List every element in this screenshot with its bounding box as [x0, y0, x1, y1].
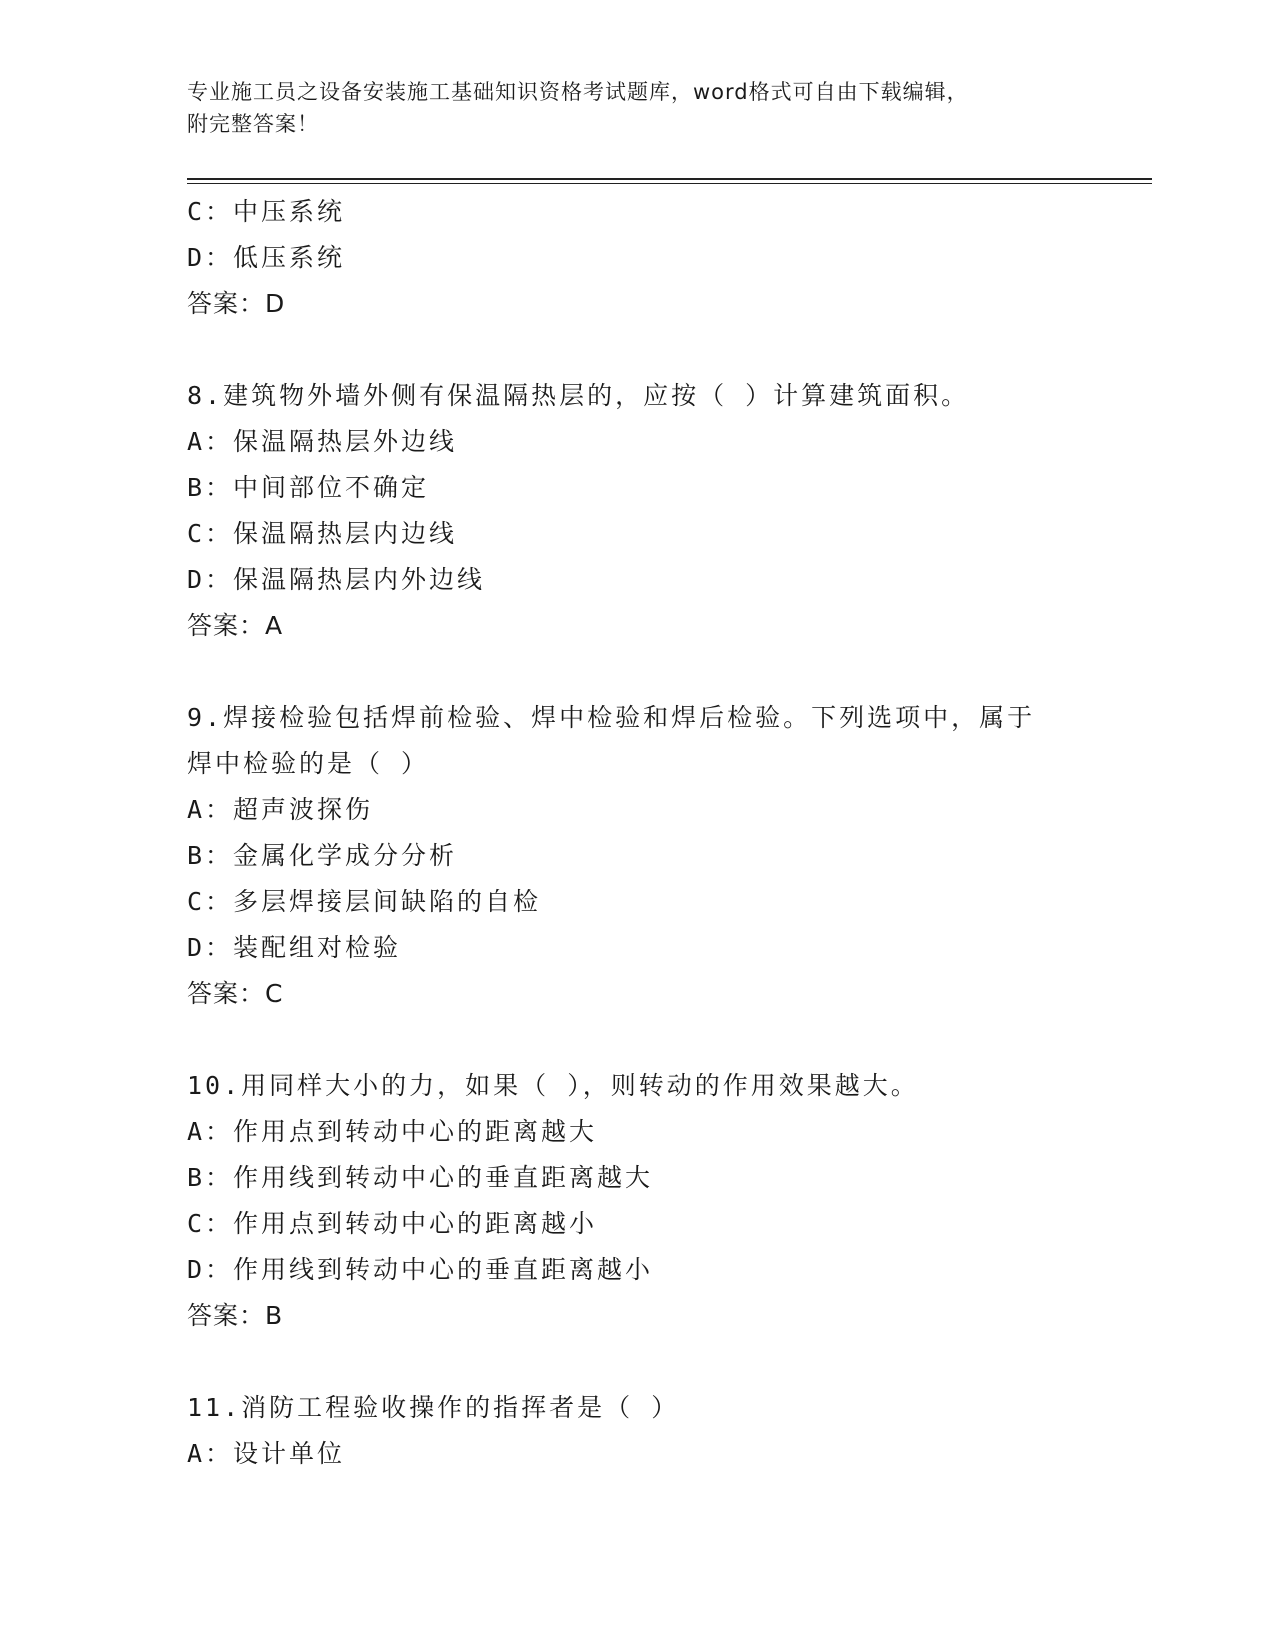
- question-11: [187, 1385, 1087, 1477]
- option-b: B：中间部位不确定: [187, 473, 430, 502]
- question-stem: 11.消防工程验收操作的指挥者是（ ）: [187, 1393, 680, 1422]
- option-c: C：保温隔热层内边线: [187, 519, 458, 548]
- header-rule-thin: [187, 183, 1152, 184]
- question-stem-line-2: 焊中检验的是（ ）: [187, 749, 430, 778]
- option-d: D：低压系统: [187, 243, 346, 272]
- question-8: [187, 373, 1087, 649]
- question-9: [187, 695, 1087, 1017]
- option-a: A：设计单位: [187, 1439, 346, 1468]
- option-d: D：装配组对检验: [187, 933, 402, 962]
- question-list: [187, 189, 1087, 1477]
- option-a: A：保温隔热层外边线: [187, 427, 458, 456]
- answer-line: 答案：A: [187, 611, 284, 640]
- option-c: C：中压系统: [187, 197, 346, 226]
- question-stem: 10.用同样大小的力，如果（ ），则转动的作用效果越大。: [187, 1071, 919, 1100]
- previous-question-tail: [187, 189, 1087, 327]
- header-line-2: 附完整答案！: [187, 112, 319, 136]
- question-10: [187, 1063, 1087, 1339]
- option-b: B：作用线到转动中心的垂直距离越大: [187, 1163, 654, 1192]
- header-rule-thick: [187, 178, 1152, 180]
- option-c: C：作用点到转动中心的距离越小: [187, 1209, 598, 1238]
- page-header: [187, 76, 1087, 140]
- spacer: [187, 1017, 1087, 1063]
- spacer: [187, 649, 1087, 695]
- answer-line: 答案：D: [187, 289, 286, 318]
- option-a: A：超声波探伤: [187, 795, 374, 824]
- header-line-1: 专业施工员之设备安装施工基础知识资格考试题库，word格式可自由下载编辑，: [187, 80, 969, 104]
- option-b: B：金属化学成分分析: [187, 841, 458, 870]
- question-stem: 8.建筑物外墙外侧有保温隔热层的，应按（ ）计算建筑面积。: [187, 381, 970, 410]
- spacer: [187, 1339, 1087, 1385]
- question-stem-line-1: 9.焊接检验包括焊前检验、焊中检验和焊后检验。下列选项中，属于: [187, 703, 1036, 732]
- spacer: [187, 327, 1087, 373]
- option-a: A：作用点到转动中心的距离越大: [187, 1117, 598, 1146]
- option-c: C：多层焊接层间缺陷的自检: [187, 887, 542, 916]
- option-d: D：作用线到转动中心的垂直距离越小: [187, 1255, 654, 1284]
- answer-line: 答案：B: [187, 1301, 284, 1330]
- answer-line: 答案：C: [187, 979, 284, 1008]
- option-d: D：保温隔热层内外边线: [187, 565, 486, 594]
